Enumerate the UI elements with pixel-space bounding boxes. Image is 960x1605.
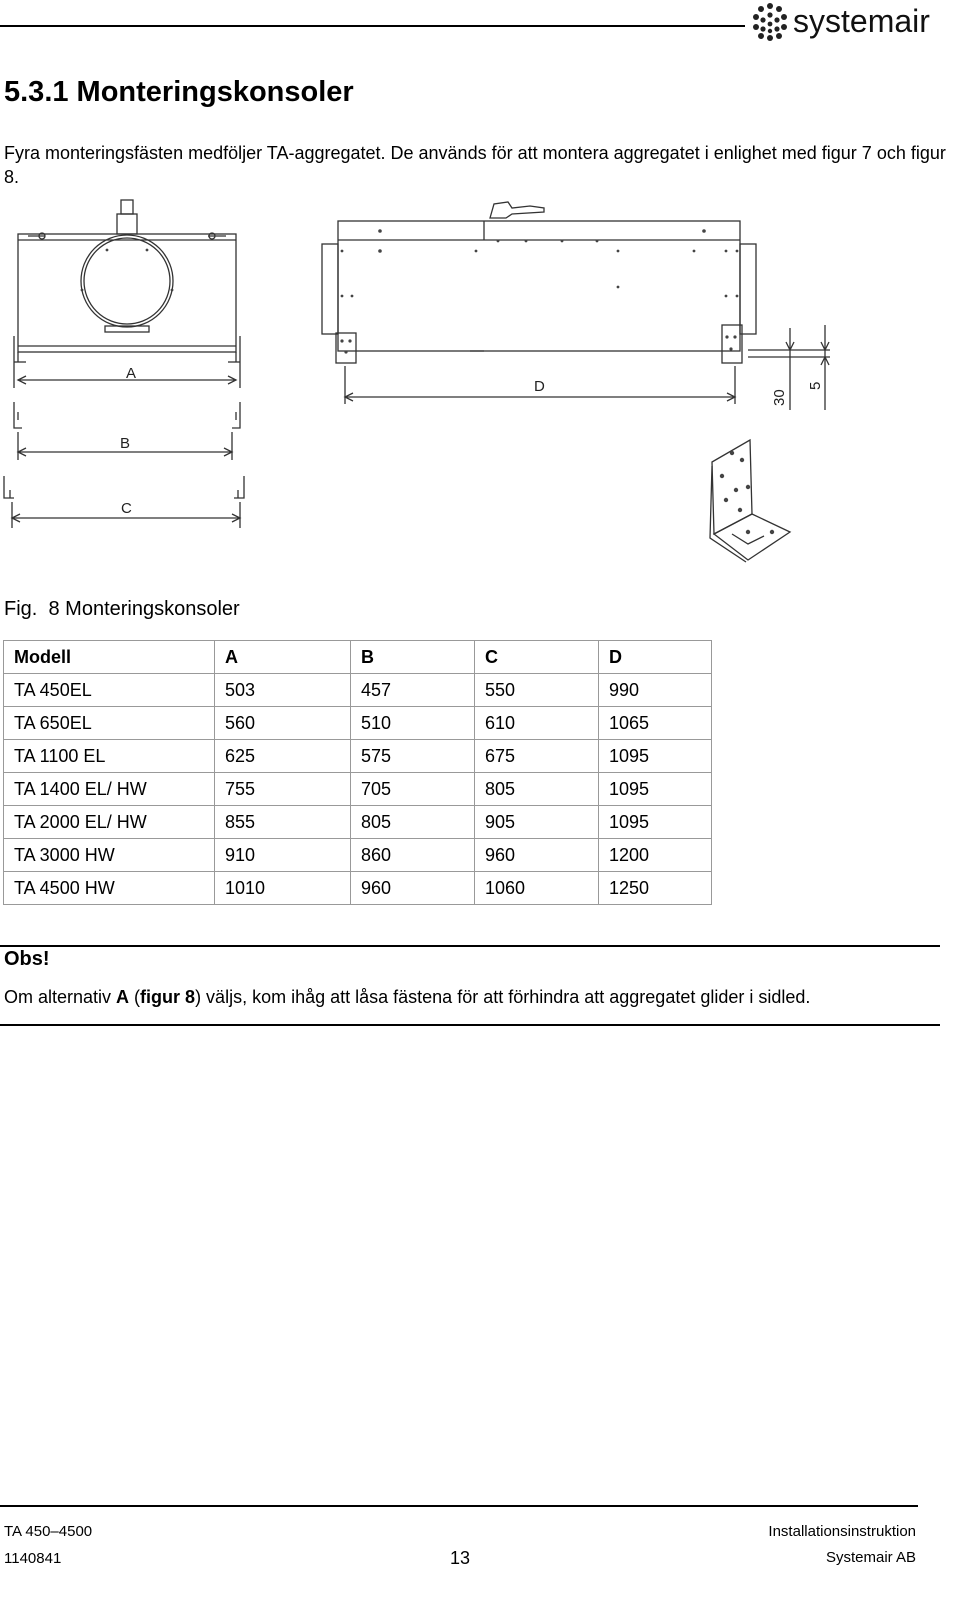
model-cell: TA 1100 EL — [4, 740, 215, 773]
header-rule — [0, 25, 745, 27]
dim-label-b: B — [120, 435, 131, 452]
dimension-cell: 705 — [351, 773, 475, 806]
model-cell: TA 3000 HW — [4, 839, 215, 872]
dimension-cell: 1095 — [599, 806, 712, 839]
dimensions-table — [3, 640, 712, 905]
dimension-cell: 575 — [351, 740, 475, 773]
caption-number: 8 — [48, 598, 60, 620]
table-header-cell: Modell — [4, 641, 215, 674]
model-cell: TA 450EL — [4, 674, 215, 707]
intro-text-3: . — [14, 167, 20, 187]
dim-label-5: 5 — [807, 381, 824, 390]
model-cell: TA 1400 EL/ HW — [4, 773, 215, 806]
intro-text-1: Fyra monteringsfästen medföljer TA-aggregatet. De används för att montera aggregatet i enlighet med — [4, 143, 822, 163]
caption-text: Monteringskonsoler — [65, 598, 240, 620]
systemair-logo — [748, 0, 960, 45]
figure-7-link[interactable]: figur 7 — [821, 143, 872, 163]
dimension-cell: 960 — [475, 839, 599, 872]
dimension-cell: 625 — [215, 740, 351, 773]
dimension-cell: 503 — [215, 674, 351, 707]
mounting-brackets-figure — [0, 190, 960, 590]
note-text-1: Om alternativ — [4, 987, 117, 1007]
dimension-cell: 1065 — [599, 707, 712, 740]
dimension-cell: 805 — [351, 806, 475, 839]
dimension-cell: 860 — [351, 839, 475, 872]
footer-page-number: 13 — [450, 1548, 471, 1568]
dimension-cell: 1060 — [475, 872, 599, 905]
footer-product: TA 450–4500 — [4, 1523, 93, 1540]
footer-company: Systemair AB — [825, 1549, 916, 1566]
table-header-cell: B — [351, 641, 475, 674]
note-figure-link[interactable]: figur 8 — [140, 987, 196, 1007]
table-body — [4, 674, 712, 905]
dimension-cell: 755 — [215, 773, 351, 806]
dimension-cell: 1095 — [599, 773, 712, 806]
table-row — [4, 773, 712, 806]
dim-label-c: C — [121, 500, 132, 517]
dimension-cell: 805 — [475, 773, 599, 806]
bracket-detail — [710, 440, 790, 562]
dim-label-30: 30 — [771, 389, 788, 406]
section-title: 5.3.1 Monteringskonsoler — [4, 76, 354, 108]
table-row — [4, 674, 712, 707]
dimension-cell: 1200 — [599, 839, 712, 872]
table-row — [4, 740, 712, 773]
logo-dots-icon — [748, 0, 792, 42]
note-bottom-rule — [0, 1024, 940, 1026]
dimension-cell: 990 — [599, 674, 712, 707]
dimension-cell: 905 — [475, 806, 599, 839]
dimension-cell: 1250 — [599, 872, 712, 905]
table-row — [4, 872, 712, 905]
table-row — [4, 839, 712, 872]
footer-rule — [0, 1505, 918, 1507]
dimension-cell: 510 — [351, 707, 475, 740]
table-header-cell: C — [475, 641, 599, 674]
logo-wordmark: systemair — [793, 3, 930, 39]
dimension-cell: 910 — [215, 839, 351, 872]
table-header-row — [4, 641, 712, 674]
footer-doc-type: Installationsinstruktion — [768, 1523, 916, 1540]
note-top-rule — [0, 945, 940, 947]
dimension-cell: 457 — [351, 674, 475, 707]
unit-side-view — [322, 202, 756, 363]
dimension-cell: 610 — [475, 707, 599, 740]
table-row — [4, 707, 712, 740]
dimension-cell: 550 — [475, 674, 599, 707]
figure-caption — [4, 598, 240, 621]
caption-prefix: Fig. — [4, 598, 38, 620]
footer-doc-number: 1140841 — [4, 1550, 62, 1567]
intro-paragraph — [4, 141, 954, 189]
dimension-cell: 675 — [475, 740, 599, 773]
note-title: Obs! — [4, 948, 50, 970]
model-cell: TA 650EL — [4, 707, 215, 740]
table-row — [4, 806, 712, 839]
dimension-cell: 960 — [351, 872, 475, 905]
dim-label-d: D — [534, 378, 545, 395]
table-header-cell: D — [599, 641, 712, 674]
dimension-cell: 855 — [215, 806, 351, 839]
note-text-3: ) väljs, kom ihåg att låsa fästena för att förhindra att aggregatet glider i sidled. — [195, 987, 811, 1007]
note-text — [4, 987, 810, 1008]
intro-text-2: och — [871, 143, 911, 163]
dimension-cell: 1010 — [215, 872, 351, 905]
figure-8-link[interactable]: figur 8 — [4, 143, 946, 187]
note-text-2: ( — [129, 987, 141, 1007]
note-bold-a: A — [116, 987, 130, 1007]
table-header-cell: A — [215, 641, 351, 674]
model-cell: TA 4500 HW — [4, 872, 215, 905]
model-cell: TA 2000 EL/ HW — [4, 806, 215, 839]
dim-label-a: A — [126, 365, 137, 382]
dimension-cell: 1095 — [599, 740, 712, 773]
unit-end-view — [14, 200, 240, 362]
dimension-cell: 560 — [215, 707, 351, 740]
